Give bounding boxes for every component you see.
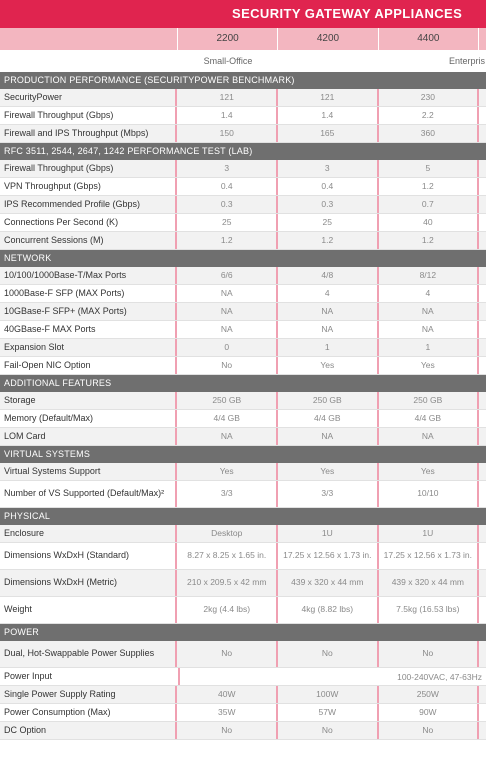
row-value: 10/10 (379, 481, 480, 507)
page-title: SECURITY GATEWAY APPLIANCES (0, 0, 486, 28)
row-value: No (278, 641, 379, 667)
row-value: NA (278, 321, 379, 338)
row-label: Power Input (0, 668, 180, 685)
row-value: 3 (278, 160, 379, 177)
row-value: Desktop (177, 525, 278, 542)
row-label: SecurityPower (0, 89, 177, 106)
row-value: 0.7 (379, 196, 480, 213)
row-value: 439 x 320 x 44 mm (379, 570, 480, 596)
table-row (0, 125, 486, 143)
section-rows (0, 641, 486, 740)
table-row (0, 107, 486, 125)
row-value: 1U (278, 525, 379, 542)
row-value: 100W (278, 686, 379, 703)
table-row (0, 89, 486, 107)
table-row (0, 178, 486, 196)
section-header: ADDITIONAL FEATURES (0, 375, 486, 392)
row-label: Power Consumption (Max) (0, 704, 177, 721)
row-value: Yes (278, 463, 379, 480)
row-value: 1.2 (278, 232, 379, 249)
row-value: 8.27 x 8.25 x 1.65 in. (177, 543, 278, 569)
row-value: 7.5kg (16.53 lbs) (379, 597, 480, 623)
row-value: NA (177, 428, 278, 445)
row-value: 1.4 (278, 107, 379, 124)
row-value: 4/4 GB (278, 410, 379, 427)
row-value: No (379, 722, 480, 739)
row-value: 1.2 (177, 232, 278, 249)
table-row (0, 339, 486, 357)
row-label: 10GBase-F SFP+ (MAX Ports) (0, 303, 177, 320)
row-value: Yes (379, 463, 480, 480)
row-value: NA (379, 321, 480, 338)
section-header: RFC 3511, 2544, 2647, 1242 PERFORMANCE TEST (LAB) (0, 143, 486, 160)
table-row (0, 722, 486, 740)
row-value: 250 GB (278, 392, 379, 409)
row-value: 4/4 GB (177, 410, 278, 427)
row-value: 3 (177, 160, 278, 177)
row-label: Dimensions WxDxH (Metric) (0, 570, 177, 596)
table-row (0, 321, 486, 339)
table-row (0, 704, 486, 722)
table-row (0, 597, 486, 624)
row-label: Weight (0, 597, 177, 623)
table-row (0, 481, 486, 508)
section-header: PHYSICAL (0, 508, 486, 525)
section-rows (0, 525, 486, 624)
table-row (0, 392, 486, 410)
row-value: 1.2 (379, 178, 480, 195)
row-value: 439 x 320 x 44 mm (278, 570, 379, 596)
model-2200: 2200 (177, 28, 277, 50)
row-value: 230 (379, 89, 480, 106)
table-row (0, 410, 486, 428)
row-value: Yes (278, 357, 379, 374)
section-header: NETWORK (0, 250, 486, 267)
row-label: Firewall Throughput (Gbps) (0, 160, 177, 177)
row-value: 150 (177, 125, 278, 142)
row-value: 3/3 (177, 481, 278, 507)
row-label: IPS Recommended Profile (Gbps) (0, 196, 177, 213)
row-value: 1U (379, 525, 480, 542)
row-value: 250 GB (177, 392, 278, 409)
table-row (0, 267, 486, 285)
row-value: No (278, 722, 379, 739)
row-value: NA (379, 428, 480, 445)
section-header: POWER (0, 624, 486, 641)
row-value: 4 (379, 285, 480, 302)
row-label: Firewall and IPS Throughput (Mbps) (0, 125, 177, 142)
table-row (0, 357, 486, 375)
section-rows (0, 160, 486, 250)
row-value: 4kg (8.82 lbs) (278, 597, 379, 623)
table-row (0, 641, 486, 668)
row-label: Fail-Open NIC Option (0, 357, 177, 374)
row-value: 0.3 (177, 196, 278, 213)
table-row (0, 525, 486, 543)
row-label: Firewall Throughput (Gbps) (0, 107, 177, 124)
row-value: NA (177, 303, 278, 320)
row-value: 1 (379, 339, 480, 356)
row-value: 6/6 (177, 267, 278, 284)
row-value: No (177, 641, 278, 667)
row-label: Storage (0, 392, 177, 409)
section-rows (0, 463, 486, 508)
row-label: Concurrent Sessions (M) (0, 232, 177, 249)
row-value: 40 (379, 214, 480, 231)
table-row (0, 214, 486, 232)
row-value: 5 (379, 160, 480, 177)
row-label: Memory (Default/Max) (0, 410, 177, 427)
row-value: Yes (177, 463, 278, 480)
row-label: Virtual Systems Support (0, 463, 177, 480)
row-label: DC Option (0, 722, 177, 739)
table-row (0, 668, 486, 686)
row-value: 250 GB (379, 392, 480, 409)
row-value: 25 (278, 214, 379, 231)
row-label: 10/100/1000Base-T/Max Ports (0, 267, 177, 284)
section-rows (0, 392, 486, 446)
row-label: Expansion Slot (0, 339, 177, 356)
table-row (0, 160, 486, 178)
row-value: 2kg (4.4 lbs) (177, 597, 278, 623)
table-row (0, 303, 486, 321)
row-value: 3/3 (278, 481, 379, 507)
row-value: 0.4 (278, 178, 379, 195)
section-header: VIRTUAL SYSTEMS (0, 446, 486, 463)
row-value: 1.4 (177, 107, 278, 124)
spec-sections (0, 72, 486, 740)
row-value: No (177, 722, 278, 739)
table-row (0, 285, 486, 303)
row-value: 360 (379, 125, 480, 142)
section-rows (0, 267, 486, 375)
row-label: Connections Per Second (K) (0, 214, 177, 231)
row-value: No (177, 357, 278, 374)
table-row (0, 428, 486, 446)
row-value: 4/8 (278, 267, 379, 284)
model-4400: 4400 (378, 28, 478, 50)
model-4200: 4200 (277, 28, 377, 50)
table-row (0, 570, 486, 597)
row-value: 17.25 x 12.56 x 1.73 in. (278, 543, 379, 569)
row-wide-value: 100-240VAC, 47-63Hz (397, 671, 482, 682)
table-row (0, 686, 486, 704)
row-value: 0.4 (177, 178, 278, 195)
row-value: No (379, 641, 480, 667)
row-label: Single Power Supply Rating (0, 686, 177, 703)
class-small-office: Small-Office (203, 56, 253, 66)
row-value: 250W (379, 686, 480, 703)
row-value: 165 (278, 125, 379, 142)
row-value: Yes (379, 357, 480, 374)
row-value: 121 (278, 89, 379, 106)
row-value: 2.2 (379, 107, 480, 124)
row-value: 0.3 (278, 196, 379, 213)
row-value: NA (177, 321, 278, 338)
class-enterprise: Enterpris (448, 56, 485, 66)
row-value: 90W (379, 704, 480, 721)
row-value: 25 (177, 214, 278, 231)
row-value: 17.25 x 12.56 x 1.73 in. (379, 543, 480, 569)
row-value: 40W (177, 686, 278, 703)
table-row (0, 543, 486, 570)
row-value: 57W (278, 704, 379, 721)
row-value: 4/4 GB (379, 410, 480, 427)
row-value: 1.2 (379, 232, 480, 249)
row-label: LOM Card (0, 428, 177, 445)
row-value: 1 (278, 339, 379, 356)
class-row (0, 50, 486, 72)
row-label: Dimensions WxDxH (Standard) (0, 543, 177, 569)
row-value: 0 (177, 339, 278, 356)
row-label: Dual, Hot-Swappable Power Supplies (0, 641, 177, 667)
row-label: 1000Base-F SFP (MAX Ports) (0, 285, 177, 302)
row-value: 8/12 (379, 267, 480, 284)
row-value: 121 (177, 89, 278, 106)
row-value: NA (278, 428, 379, 445)
row-value: 210 x 209.5 x 42 mm (177, 570, 278, 596)
row-label: 40GBase-F MAX Ports (0, 321, 177, 338)
section-rows (0, 89, 486, 143)
table-row (0, 232, 486, 250)
row-value: 4 (278, 285, 379, 302)
model-header-row (0, 28, 486, 50)
row-label: Enclosure (0, 525, 177, 542)
row-label: Number of VS Supported (Default/Max)² (0, 481, 177, 507)
row-value: NA (177, 285, 278, 302)
row-value: NA (278, 303, 379, 320)
table-row (0, 463, 486, 481)
row-value: NA (379, 303, 480, 320)
row-value: 35W (177, 704, 278, 721)
table-row (0, 196, 486, 214)
row-label: VPN Throughput (Gbps) (0, 178, 177, 195)
section-header: PRODUCTION PERFORMANCE (SECURITYPOWER BENCHMARK) (0, 72, 486, 89)
class-blank (278, 50, 378, 72)
